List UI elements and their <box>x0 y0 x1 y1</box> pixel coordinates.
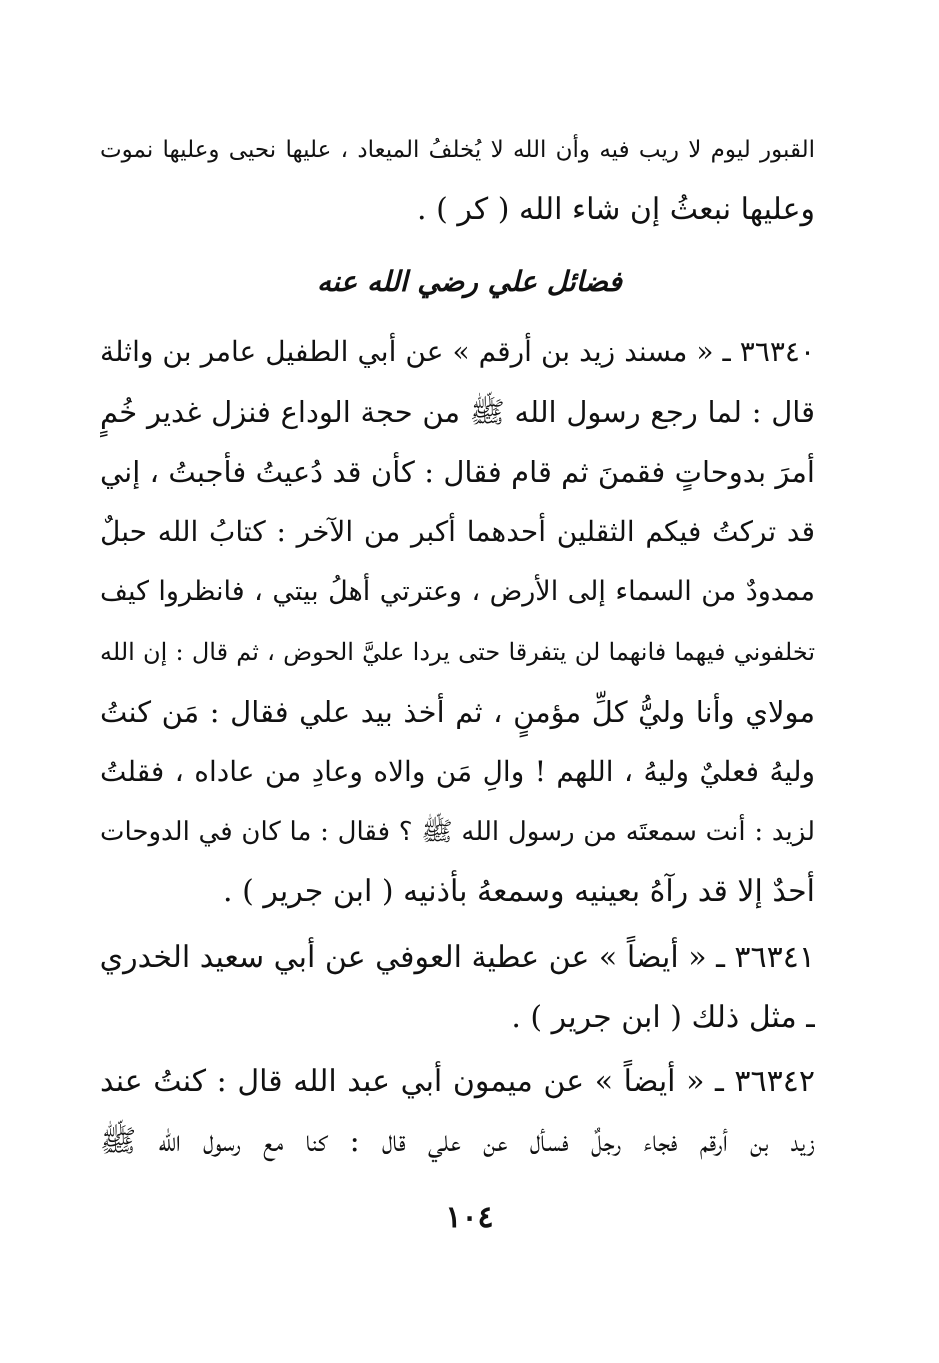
text-line: ٣٦٣٤١ ـ « أيضاً » عن عطية العوفي عن أبي سعيد الخدري <box>100 940 815 975</box>
text-line: أمرَ بدوحاتٍ فقمنَ ثم قام فقال : كأن قد دُعيتُ فأجبتُ ، إني <box>100 455 815 489</box>
text-line: تخلفوني فيهما فانهما لن يتفرقا حتى يردا عليَّ الحوض ، ثم قال : إن الله <box>100 638 815 666</box>
text-line: وعليها نبعثُ إن شاء الله ( كر ) . <box>417 192 815 227</box>
text-line: ممدودٌ من السماء إلى الأرض ، وعترتي أهلُ بيتي ، فانظروا كيف <box>100 576 815 607</box>
intro-paragraph <box>100 120 815 240</box>
hadith-36342 <box>100 1052 815 1172</box>
hadith-36341 <box>100 928 815 1048</box>
text-line: قال : لما رجع رسول الله ﷺ من حجة الوداع فنزل غدير خُمٍ <box>100 395 815 429</box>
text-line: ٣٦٣٤٢ ـ « أيضاً » عن ميمون أبي عبد الله قال : كنتُ عند <box>100 1064 815 1099</box>
text-line: ٣٦٣٤٠ ـ « مسند زيد بن أرقم » عن أبي الطفيل عامر بن واثلة <box>100 335 815 368</box>
text-line: أحدٌ إلا قد رآهُ بعينيه وسمعهُ بأذنيه ( ابن جرير ) . <box>223 874 815 909</box>
hadith-36340 <box>100 322 815 922</box>
text-line: لزيد : أنت سمعتَه من رسول الله ﷺ ؟ فقال : ما كان في الدوحات <box>100 817 815 847</box>
text-line: القبور ليوم لا ريب فيه وأن الله لا يُخلفُ الميعاد ، عليها نحيى وعليها نموت <box>100 137 815 163</box>
text-line: ـ مثل ذلك ( ابن جرير ) . <box>511 1000 815 1035</box>
text-line: وليهُ فعليٌ وليهُ ، اللهم ! والِ مَن والاه وعادِ من عاداه ، فقلتُ <box>100 755 815 788</box>
page-number: ١٠٤ <box>445 1200 494 1235</box>
text-line: قد تركتُ فيكم الثقلين أحدهما أكبر من الآخر : كتابُ الله حبلٌ <box>100 515 815 548</box>
section-heading: فضائل علي رضي الله عنه <box>317 265 622 298</box>
text-line: مولاي وأنا وليُّ كلِّ مؤمنٍ ، ثم أخذ بيد علي فقال : مَن كنتُ <box>100 695 815 729</box>
text-line: زيد بن أرقم فجاء رجلٌ فسأل عن علي قال : كنا مع رسول الله ﷺ <box>100 1124 815 1159</box>
